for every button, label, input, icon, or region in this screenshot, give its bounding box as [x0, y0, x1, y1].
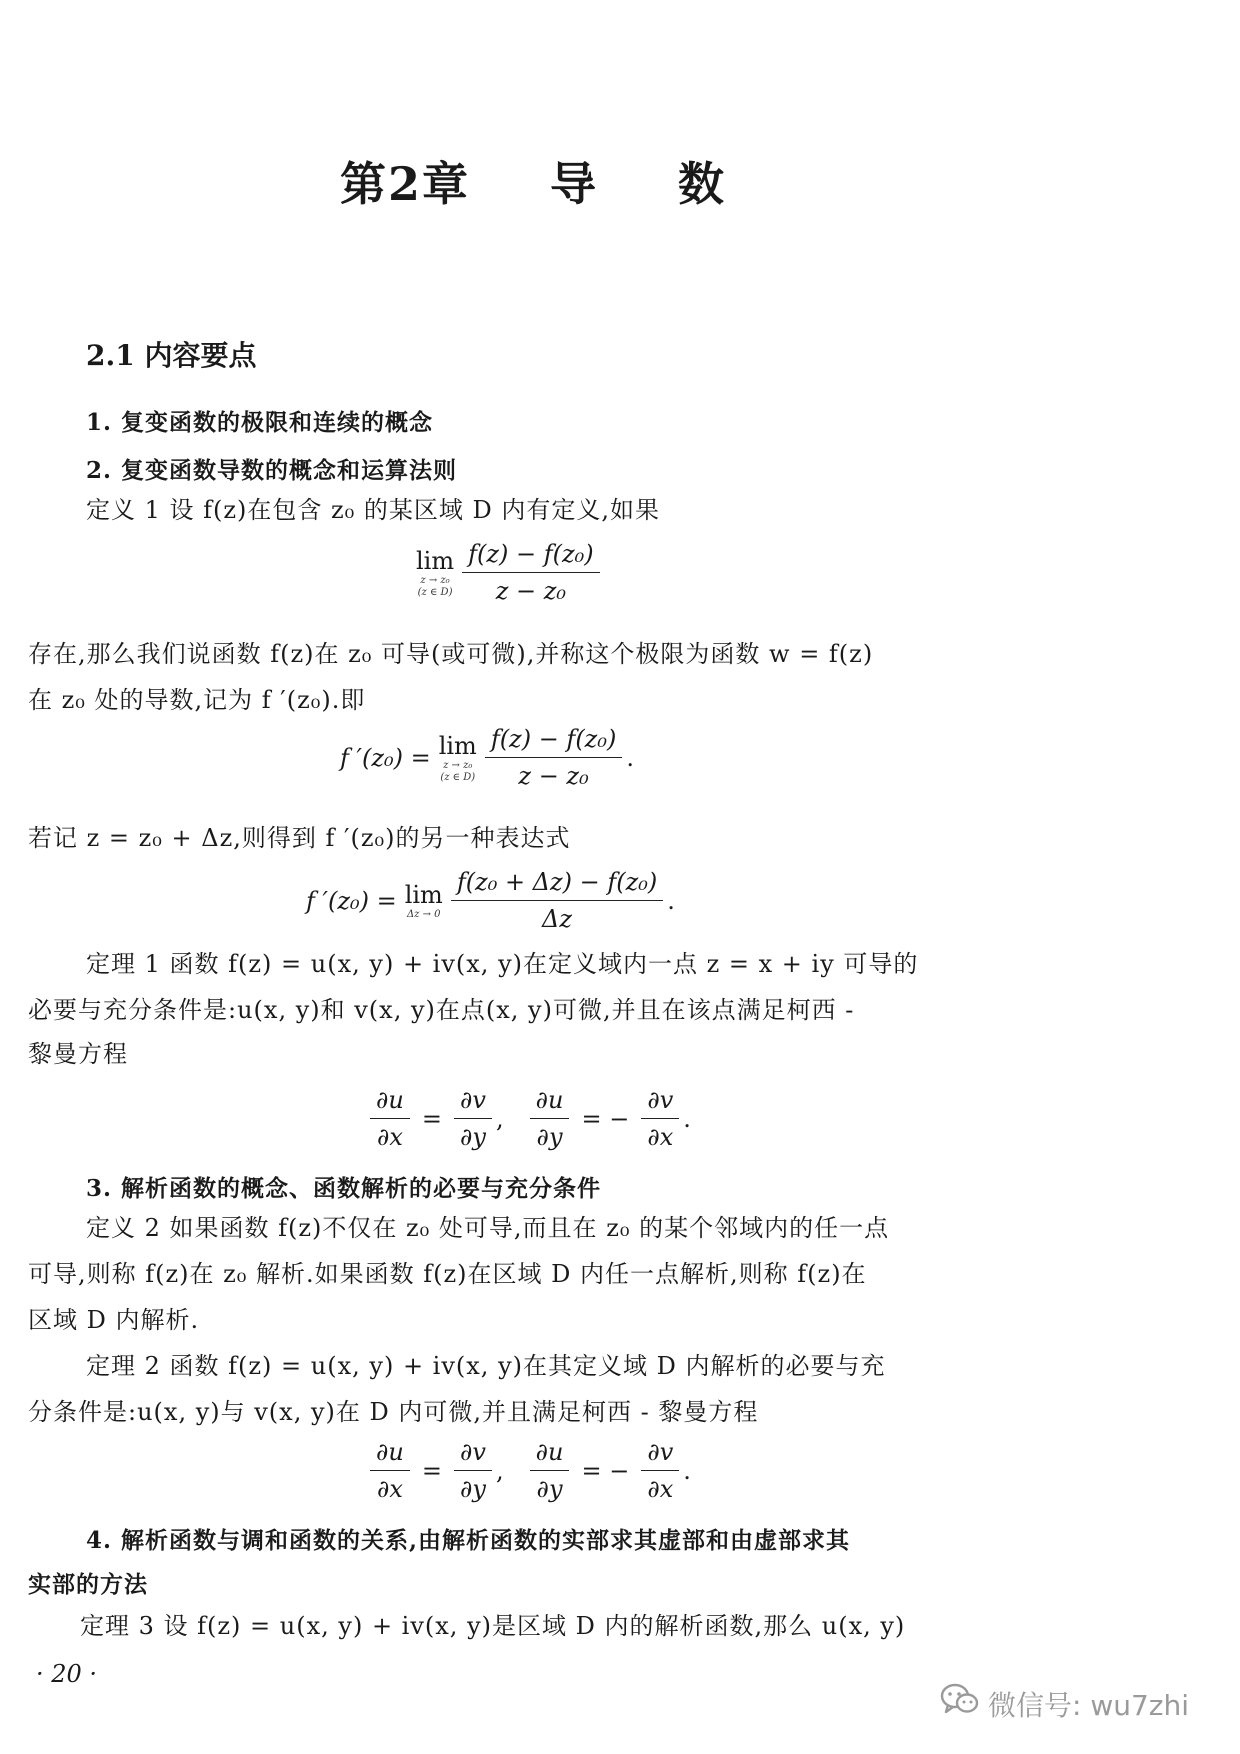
- section-heading: 2.1 内容要点: [86, 339, 257, 372]
- delta-quotient: $\frac{\text{f(z₀ + Δz) − f(z₀)}}{\Delta z}$: [451, 868, 663, 933]
- definition-2-line-1: 定义 2 如果函数 f(z)不仅在 z₀ 处可导,而且在 z₀ 的某个邻域内的任一点: [86, 1214, 890, 1242]
- formula-limit-definition: [416, 540, 604, 605]
- definition-2-line-3: 区域 D 内解析.: [28, 1306, 200, 1334]
- difference-quotient: $\frac{\text{f(z) − f(z₀)}}{\text{z − z₀}}$: [462, 540, 600, 605]
- alternate-expression-note: 若记 z = z₀ + Δz,则得到 f ′(z₀)的另一种表达式: [28, 824, 571, 852]
- page-number: · 20 ·: [36, 1660, 98, 1688]
- theorem-2-line-1: 定理 2 函数 f(z) = u(x, y) + iv(x, y)在其定义域 D 内解析的必要与充: [86, 1352, 886, 1380]
- formula-delta-derivative: f ′(z₀) = lim Δz → 0 $\frac{\text{f(z₀ + Δz) − f(z₀)}}{\Delta z}$ .: [306, 868, 675, 933]
- definition-1-continued-2: 在 z₀ 处的导数,记为 f ′(z₀).即: [28, 686, 366, 714]
- theorem-2-line-2: 分条件是:u(x, y)与 v(x, y)在 D 内可微,并且满足柯西 - 黎曼方程: [28, 1398, 759, 1426]
- difference-quotient: $\frac{\text{f(z) − f(z₀)}}{\text{z − z₀}}$: [485, 725, 623, 790]
- definition-1: 定义 1 设 f(z)在包含 z₀ 的某区域 D 内有定义,如果: [86, 496, 661, 524]
- theorem-3-line-1: 定理 3 设 f(z) = u(x, y) + iv(x, y)是区域 D 内的解析函数,那么 u(x, y): [80, 1612, 906, 1640]
- theorem-1-line-1: 定理 1 函数 f(z) = u(x, y) + iv(x, y)在定义域内一点 z = x + iy 可导的: [86, 950, 919, 978]
- definition-2-line-2: 可导,则称 f(z)在 z₀ 解析.如果函数 f(z)在区域 D 内任一点解析,则称 f(z)在: [28, 1260, 867, 1288]
- watermark-text: 微信号: wu7zhi: [988, 1688, 1190, 1722]
- theorem-1-line-3: 黎曼方程: [28, 1040, 128, 1068]
- cauchy-riemann-equations-2: $\frac{\partial u}{\partial x}$ = $\frac{\partial v}{\partial y}$ , $\frac{\partial u}{\partial y}$ = − $\frac{\partial v}{\partial x}$ .: [366, 1438, 691, 1503]
- item-heading-1: 1. 复变函数的极限和连续的概念: [86, 409, 434, 436]
- item-heading-4-line-2: 实部的方法: [28, 1571, 148, 1598]
- formula-derivative-definition: f ′(z₀) = lim z → z₀ (z ∈ D) $\frac{\text{f(z) − f(z₀)}}{\text{z − z₀}}$ .: [340, 725, 634, 790]
- wechat-icon: [940, 1682, 980, 1725]
- item-heading-4-line-1: 4. 解析函数与调和函数的关系,由解析函数的实部求其虚部和由虚部求其: [86, 1527, 851, 1554]
- cauchy-riemann-equations-1: $\frac{\partial u}{\partial x}$ = $\frac{\partial v}{\partial y}$ , $\frac{\partial u}{\partial y}$ = − $\frac{\partial v}{\partial x}$ .: [366, 1086, 691, 1151]
- definition-1-continued-1: 存在,那么我们说函数 f(z)在 z₀ 可导(或可微),并称这个极限为函数 w = f(z): [28, 640, 874, 668]
- watermark: [940, 1682, 1189, 1725]
- limit-operator: lim Δz → 0: [404, 880, 443, 920]
- chapter-title: 第2章 导 数: [340, 157, 727, 211]
- theorem-1-line-2: 必要与充分条件是:u(x, y)和 v(x, y)在点(x, y)可微,并且在该点满足柯西 -: [28, 996, 855, 1024]
- limit-operator: lim z → z₀ (z ∈ D): [438, 731, 477, 783]
- limit-operator: lim z → z₀ (z ∈ D): [416, 546, 455, 598]
- item-heading-2: 2. 复变函数导数的概念和运算法则: [86, 457, 458, 484]
- item-heading-3: 3. 解析函数的概念、函数解析的必要与充分条件: [86, 1175, 602, 1202]
